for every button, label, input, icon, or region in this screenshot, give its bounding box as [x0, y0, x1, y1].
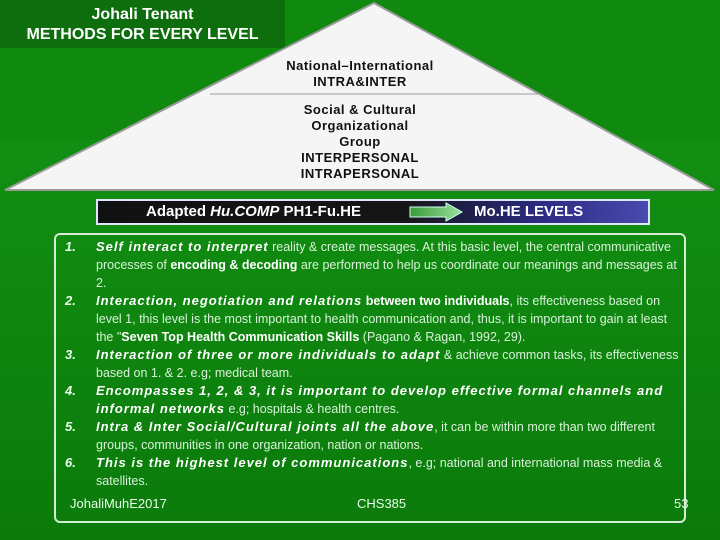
list-item	[62, 454, 680, 490]
pyramid-mid-line-3: Group	[339, 134, 381, 149]
bar-right-label: Mo.HE LEVELS	[474, 203, 584, 220]
footer-course: CHS385	[357, 496, 407, 511]
item-text: , e.g; national and international mass media & satellites.	[96, 456, 663, 488]
list-item	[62, 238, 680, 292]
footer-page-number: 53	[674, 496, 689, 511]
item-text: & achieve common tasks, its effectiveness based on 1. & 2. e.g; medical team.	[96, 348, 679, 380]
pyramid-mid-line-4: INTERPERSONAL	[301, 150, 419, 165]
item-number: 4.	[65, 383, 76, 398]
footer-author: JohaliMuhE2017	[70, 496, 167, 511]
item-text-2: are performed to help us coordinate our meanings and messages at 2.	[96, 258, 677, 290]
item-number: 5.	[65, 419, 76, 434]
item-text: , its effectiveness based on level 1, this level is the most important to health communication and, thus, it is important to gain at least the "	[96, 294, 668, 344]
title-line-1: Johali Tenant	[91, 6, 194, 23]
item-lead: Encompasses 1, 2, & 3, it is important to develop effective formal channels and informal networks	[96, 383, 664, 416]
list-item	[62, 418, 680, 454]
right-arrow-icon	[408, 202, 464, 222]
levels-list	[62, 238, 680, 490]
item-bold-2: Seven Top Health Communication Skills	[121, 330, 360, 344]
item-number: 1.	[65, 239, 76, 254]
pyramid-top-line-2: INTRA&INTER	[313, 74, 407, 89]
list-item	[62, 292, 680, 346]
item-text-2: (Pagano & Ragan, 1992, 29).	[359, 330, 526, 344]
item-lead: Interaction, negotiation and relations	[96, 293, 363, 308]
pyramid-mid-line-2: Organizational	[311, 118, 409, 133]
title-line-2: METHODS FOR EVERY LEVEL	[26, 26, 259, 43]
item-text: e.g; hospitals & health centres.	[224, 402, 400, 416]
bar-left-italic: Hu.COMP	[210, 203, 280, 220]
item-number: 3.	[65, 347, 76, 362]
item-bold: encoding & decoding	[170, 258, 298, 272]
item-bold: between two individuals	[362, 294, 510, 308]
list-item	[62, 382, 680, 418]
bar-left-prefix: Adapted	[146, 203, 211, 220]
pyramid-top-line-1: National–International	[286, 58, 434, 73]
pyramid-middle-text	[0, 102, 720, 182]
item-number: 2.	[65, 293, 76, 308]
item-lead: Intra & Inter Social/Cultural joints all the above	[96, 419, 435, 434]
bar-left-label	[146, 203, 361, 220]
item-text: , it can be within more than two different groups, communities in one organization, nation or nations.	[96, 420, 655, 452]
item-lead: This is the highest level of communications	[96, 455, 409, 470]
pyramid-mid-line-1: Social & Cultural	[303, 102, 417, 117]
pyramid-mid-line-5: INTRAPERSONAL	[300, 166, 420, 181]
pyramid-top-text	[0, 58, 720, 90]
item-number: 6.	[65, 455, 76, 470]
bar-left-suffix: PH1-Fu.HE	[279, 203, 362, 220]
list-item	[62, 346, 680, 382]
item-text: reality & create messages. At this basic level, the central communicative processes of	[96, 240, 671, 272]
item-lead: Self interact to interpret	[96, 239, 269, 254]
item-lead: Interaction of three or more individuals to adapt	[96, 347, 441, 362]
